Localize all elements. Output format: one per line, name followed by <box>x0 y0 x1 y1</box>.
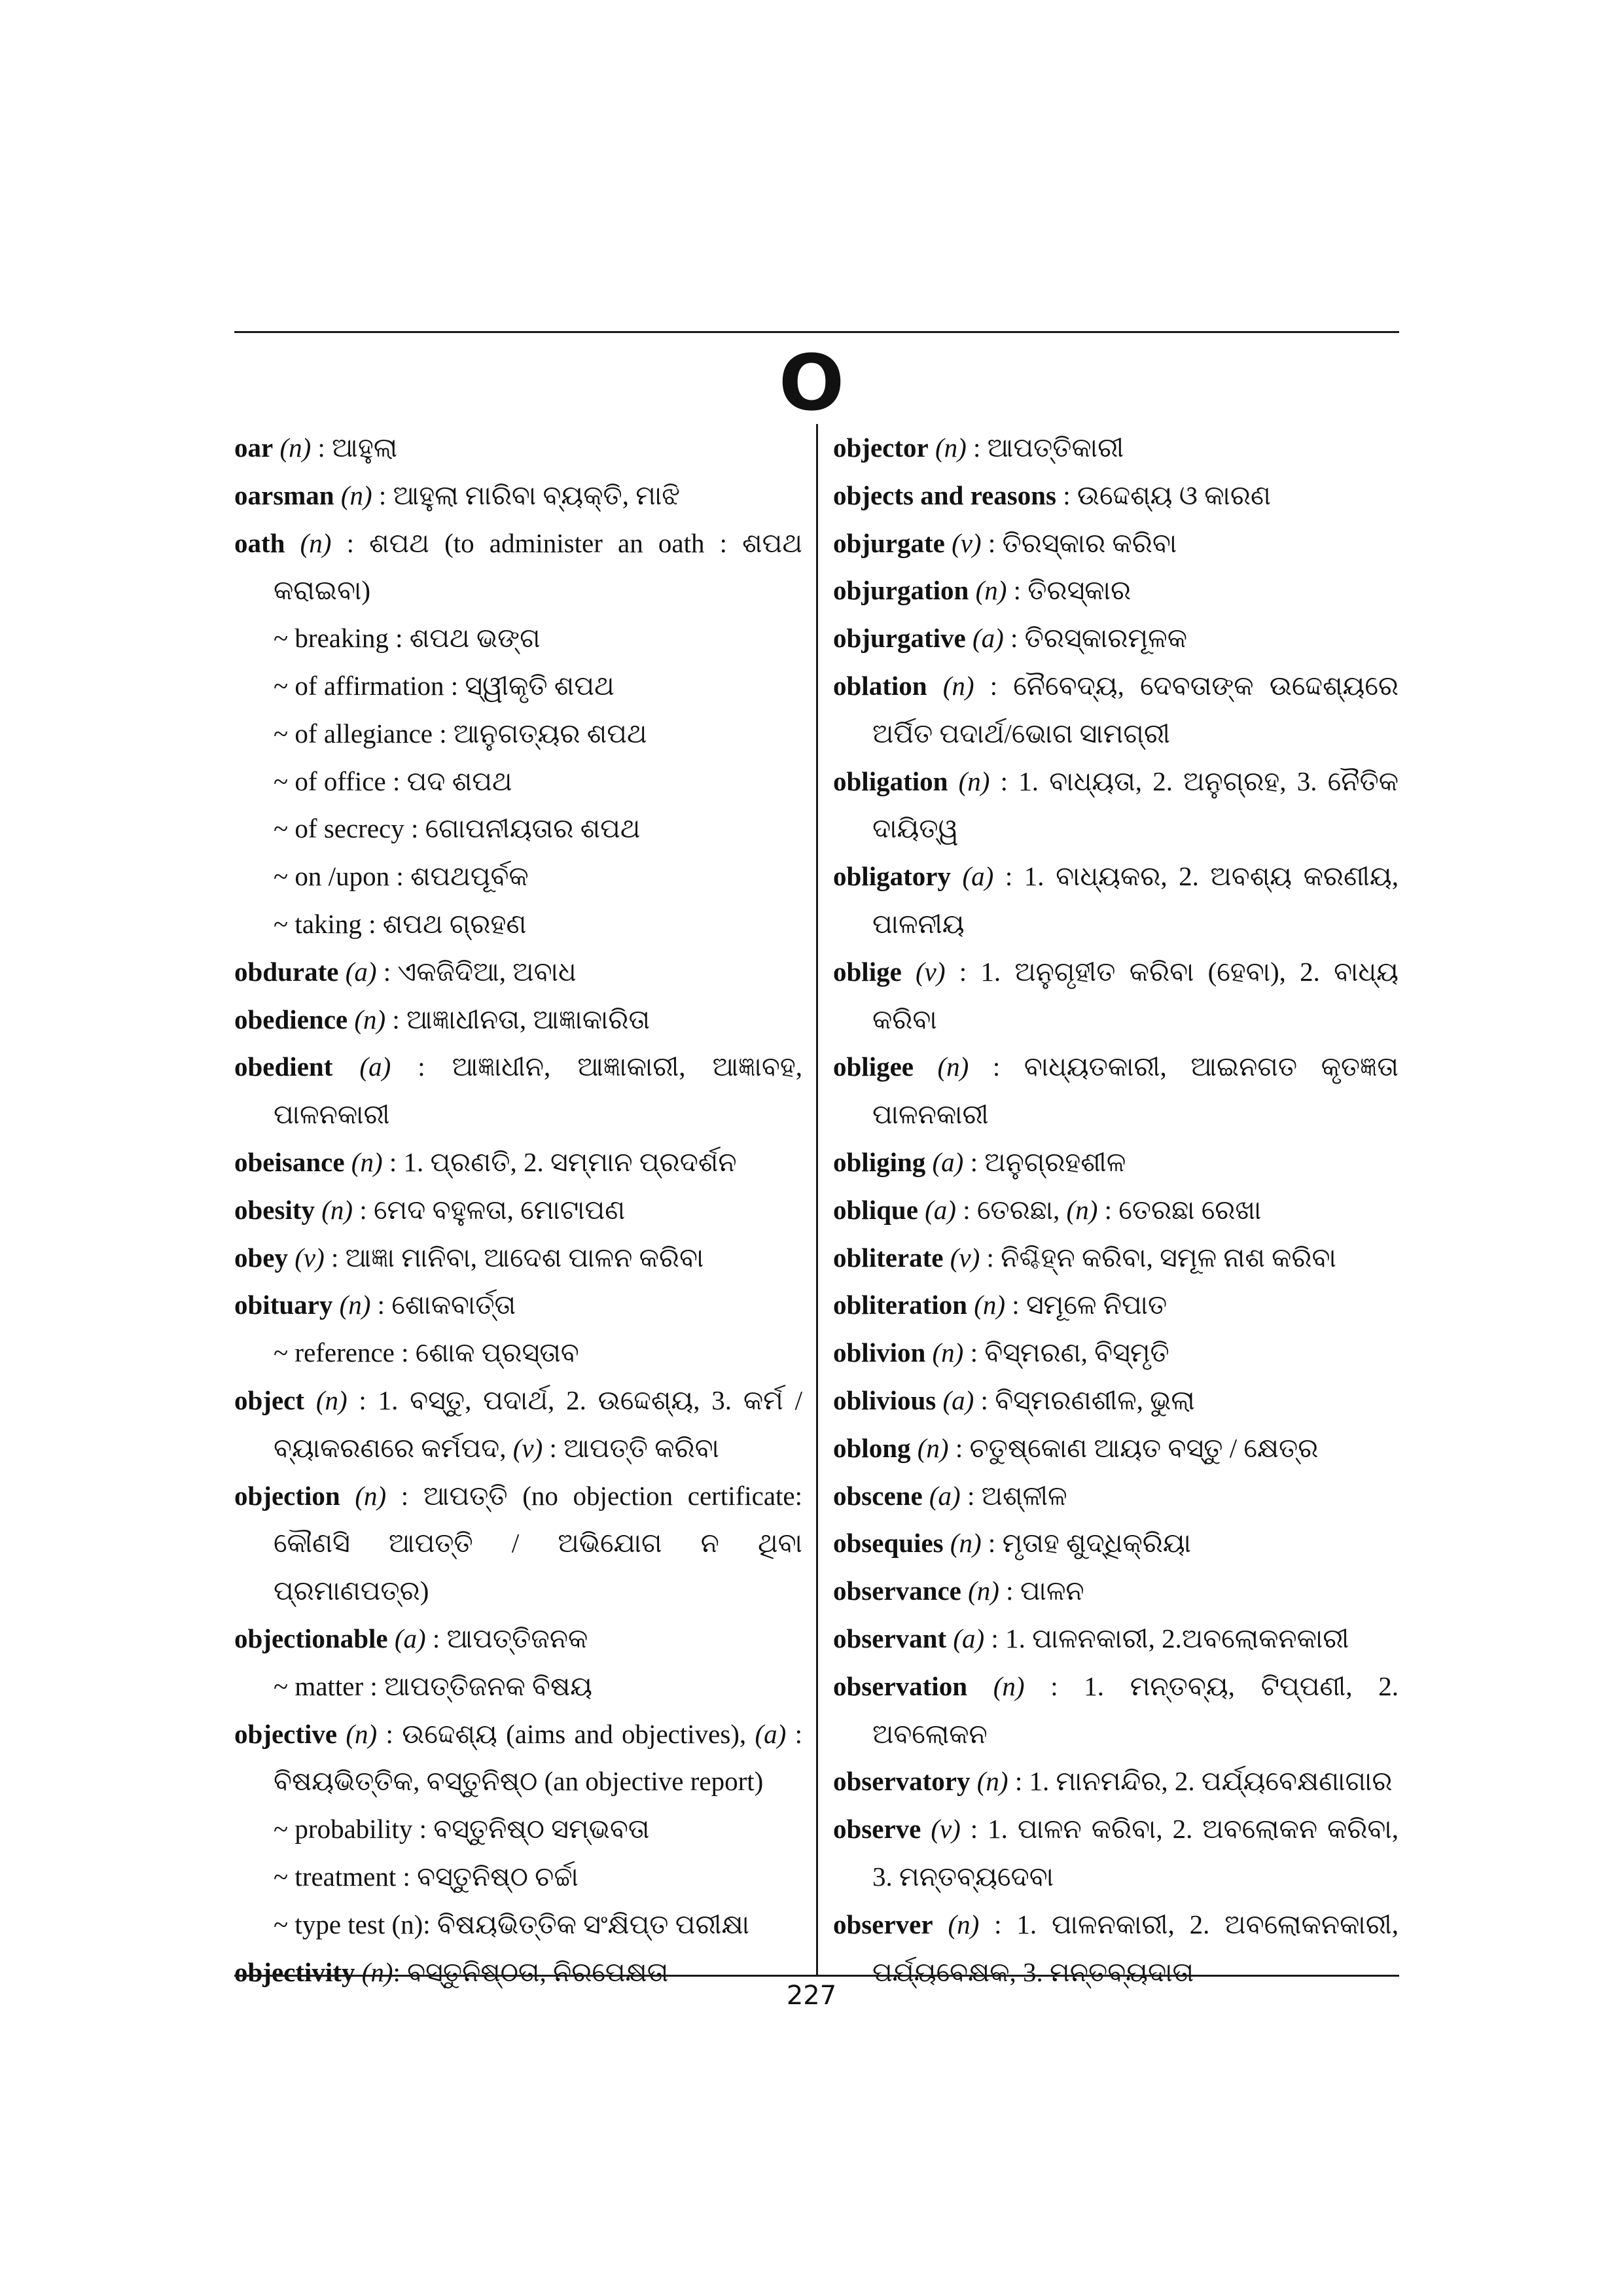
definition: : ତେରଛା, <box>955 1194 1067 1225</box>
dictionary-entry <box>833 1472 1399 1520</box>
sub-entry-text: ~ type test (n): ବିଷୟଭିତ୍ତିକ ସଂକ୍ଷିପ୍ତ ପରୀକ୍ଷା <box>274 1909 749 1939</box>
definition: : ଆହୁଲା <box>311 433 398 463</box>
dictionary-entry <box>833 1186 1399 1234</box>
dictionary-entry <box>833 424 1399 472</box>
headword: oblivion <box>833 1337 926 1368</box>
definition: : ବିଷୟଭିତ୍ତିକ, ବସ୍ତୁନିଷ୍ଠ (an objective report) <box>274 1718 802 1797</box>
headword: obliging <box>833 1146 926 1177</box>
dictionary-entry <box>833 1281 1399 1329</box>
headword: obedience <box>234 1004 348 1034</box>
dictionary-entry <box>234 1710 802 1806</box>
part-of-speech: (n) <box>942 670 974 701</box>
dictionary-entry <box>833 472 1399 520</box>
headword: obey <box>234 1242 288 1273</box>
part-of-speech: (v) <box>952 527 982 558</box>
dictionary-entry <box>833 1424 1399 1472</box>
definition: : ଶୋକବାର୍ତ୍ତା <box>370 1290 516 1320</box>
definition: : ନୈବେଦ୍ୟ, ଦେବତାଙ୍କ ଉଦ୍ଦେଶ୍ୟରେ ଅର୍ପିତ ପଦାର୍ଥ/ଭୋଗ ସାମଗ୍ରୀ <box>872 670 1399 749</box>
dictionary-entry <box>833 758 1399 853</box>
headword: observe <box>833 1814 921 1845</box>
headword: observer <box>833 1909 933 1939</box>
sub-entry <box>234 1901 802 1949</box>
sub-entry <box>234 1853 802 1901</box>
headword: observatory <box>833 1766 971 1797</box>
part-of-speech: (n) <box>361 1956 393 1987</box>
dictionary-entry <box>833 1329 1399 1377</box>
headword: obesity <box>234 1194 315 1225</box>
dictionary-entry <box>833 1757 1399 1805</box>
definition: : 1. ବାଧ୍ୟକର, 2. ଅବଶ୍ୟ କରଣୀୟ, ପାଳନୀୟ <box>872 861 1399 939</box>
dictionary-entry <box>234 1615 802 1663</box>
part-of-speech: (n) <box>346 1718 378 1749</box>
sub-entry-text: ~ matter : ଆପତ୍ତିଜନକ ବିଷୟ <box>274 1670 593 1701</box>
dictionary-entry <box>234 424 802 472</box>
headword: oblivious <box>833 1385 936 1415</box>
part-of-speech: (v) <box>950 1242 980 1273</box>
dictionary-entry <box>833 853 1399 948</box>
part-of-speech: (a) <box>972 623 1004 654</box>
definition: : ବିସ୍ମରଣଶୀଳ, ଭୁଲା <box>974 1385 1195 1415</box>
definition: : 1. ପାଳନକାରୀ, 2. ଅବଲୋକନକାରୀ, ପର୍ଯ୍ୟବେକ୍ଷକ, 3. ମନ୍ତବ୍ୟଦାତା <box>872 1909 1399 1987</box>
part-of-speech: (n) <box>300 527 332 558</box>
definition: : 1. ପାଳନକାରୀ, 2.ଅବଲୋକନକାରୀ <box>984 1623 1349 1653</box>
definition: : ଆପତ୍ତି (no objection certificate: କୌଣସି ଆପତ୍ତି / ଅଭିଯୋଗ ନ ଥିବା ପ୍ରମାଣପତ୍ର) <box>274 1480 803 1606</box>
headword: object <box>234 1385 305 1415</box>
part-of-speech: (n) <box>321 1194 353 1225</box>
bottom-rule <box>234 1975 1399 1977</box>
part-of-speech: (n) <box>932 1337 964 1368</box>
dictionary-entry <box>234 1186 802 1234</box>
definition: : ଆପତ୍ତି କରିବା <box>543 1432 719 1463</box>
dictionary-entry <box>234 1234 802 1282</box>
sub-entry <box>234 1329 802 1377</box>
page-number: 227 <box>786 1981 837 2011</box>
dictionary-entry <box>833 1567 1399 1615</box>
headword: objectivity <box>234 1956 355 1987</box>
part-of-speech: (v) <box>512 1432 543 1463</box>
part-of-speech: (n) <box>937 1051 969 1082</box>
column-divider <box>816 424 818 1975</box>
part-of-speech: (n) <box>958 766 990 796</box>
dictionary-entry <box>234 996 802 1044</box>
dictionary-entry <box>833 614 1399 662</box>
headword: observant <box>833 1623 947 1653</box>
definition: : ମୃତାହ ଶୁଦ୍ଧିକ୍ରିୟା <box>981 1528 1191 1559</box>
headword: objurgation <box>833 575 969 606</box>
headword: obdurate <box>234 956 339 987</box>
sub-entry-text: ~ of secrecy : ଗୋପନୀୟତାର ଶପଥ <box>274 813 641 844</box>
part-of-speech: (n) <box>976 1766 1008 1797</box>
definition: : ଆଜ୍ଞାଧୀନ, ଆଜ୍ଞାକାରୀ, ଆଜ୍ଞାବହ, ପାଳନକାରୀ <box>274 1051 802 1130</box>
part-of-speech: (n) <box>993 1670 1025 1701</box>
sub-entry <box>234 1663 802 1710</box>
definition: : ମେଦ ବହୁଳତା, ମୋଟାପଣ <box>353 1194 626 1225</box>
part-of-speech: (n) <box>279 433 312 463</box>
sub-entry-text: ~ taking : ଶପଥ ଗ୍ରହଣ <box>274 908 527 939</box>
headword: objurgate <box>833 527 945 558</box>
right-column <box>833 424 1399 1996</box>
part-of-speech: (v) <box>916 956 946 987</box>
dictionary-entry <box>833 948 1399 1044</box>
definition: : ଆଜ୍ଞା ମାନିବା, ଆଦେଶ ପାଳନ କରିବା <box>324 1242 704 1273</box>
sub-entry <box>234 1805 802 1853</box>
headword: objurgative <box>833 623 966 654</box>
part-of-speech: (n) <box>351 1146 383 1177</box>
part-of-speech: (a) <box>755 1718 787 1749</box>
headword: objective <box>234 1718 338 1749</box>
headword: oar <box>234 433 274 463</box>
definition: : 1. ପାଳନ କରିବା, 2. ଅବଲୋକନ କରିବା, 3. ମନ୍ତବ୍ୟଦେବା <box>872 1814 1399 1892</box>
part-of-speech: (a) <box>345 956 377 987</box>
part-of-speech: (n) <box>340 480 372 510</box>
headword: obligee <box>833 1051 914 1082</box>
definition: : ତେରଛା ରେଖା <box>1097 1194 1262 1225</box>
definition: : ଆଜ୍ଞାଧୀନତା, ଆଜ୍ଞାକାରିତା <box>385 1004 651 1034</box>
definition: : 1. ମନ୍ତବ୍ୟ, ଟିପ୍ପଣୀ, 2. ଅବଲୋକନ <box>872 1670 1399 1749</box>
headword: observance <box>833 1576 961 1606</box>
part-of-speech: (v) <box>931 1814 961 1845</box>
definition: : ଉଦ୍ଦେଶ୍ୟ ଓ କାରଣ <box>1056 480 1271 510</box>
definition: : ତିରସ୍କାର <box>1007 575 1132 606</box>
dictionary-entry <box>234 520 802 615</box>
dictionary-entry <box>833 1805 1399 1901</box>
definition: : 1. ବସ୍ତୁ, ପଦାର୍ଥ, 2. ଉଦ୍ଦେଶ୍ୟ, 3. କର୍ମ / ବ୍ୟାକରଣରେ କର୍ମପଦ, <box>274 1385 802 1463</box>
sub-entry <box>234 758 802 805</box>
definition: : ତିରସ୍କାର କରିବା <box>981 527 1177 558</box>
dictionary-entry <box>234 1043 802 1139</box>
definition: : 1. ବାଧ୍ୟତା, 2. ଅନୁଗ୍ରହ, 3. ନୈତିକ ଦାୟିତ୍ୱ <box>872 766 1399 844</box>
headword: obligation <box>833 766 948 796</box>
definition: : 1. ପ୍ରଣତି, 2. ସମ୍ମାନ ପ୍ରଦର୍ଶନ <box>382 1146 737 1177</box>
definition: : ଆହୁଲା ମାରିବା ବ୍ୟକ୍ତି, ମାଝି <box>372 480 681 510</box>
headword: objects and reasons <box>833 480 1056 510</box>
headword: objectionable <box>234 1623 388 1653</box>
part-of-speech: (n) <box>917 1432 949 1463</box>
headword: oblige <box>833 956 902 987</box>
part-of-speech: (n) <box>948 1909 980 1939</box>
definition: : ଅନୁଗ୍ରହଶୀଳ <box>963 1146 1126 1177</box>
headword: observation <box>833 1670 967 1701</box>
part-of-speech: (n) <box>339 1290 371 1320</box>
definition: : ଆପତ୍ତିଜନକ <box>425 1623 588 1653</box>
headword: oath <box>234 527 285 558</box>
sub-entry-text: ~ of allegiance : ଆନୁଗତ୍ୟର ଶପଥ <box>274 718 647 749</box>
part-of-speech: (a) <box>962 861 994 892</box>
definition: : ବିସ୍ମରଣ, ବିସ୍ମୃତି <box>963 1337 1169 1368</box>
part-of-speech: (n) <box>315 1385 348 1415</box>
sub-entry-text: ~ of office : ପଦ ଶପଥ <box>274 766 512 796</box>
headword: objector <box>833 433 929 463</box>
dictionary-entry <box>833 520 1399 567</box>
part-of-speech: (n) <box>1066 1194 1098 1225</box>
top-rule <box>234 331 1399 333</box>
headword: obedient <box>234 1051 333 1082</box>
sub-entry-text: ~ treatment : ବସ୍ତୁନିଷ୍ଠ ଚର୍ଚ୍ଚା <box>274 1861 579 1892</box>
definition: : ଏକଜିଦିଆ, ଅବାଧ <box>376 956 577 987</box>
headword: oblation <box>833 670 927 701</box>
dictionary-entry <box>833 1234 1399 1282</box>
definition: : 1. ମାନମନ୍ଦିର, 2. ପର୍ଯ୍ୟବେକ୍ଷଣାଗାର <box>1008 1766 1393 1797</box>
part-of-speech: (a) <box>953 1623 985 1653</box>
sub-entry <box>234 900 802 948</box>
dictionary-entry <box>234 1377 802 1472</box>
part-of-speech: (n) <box>968 1576 999 1606</box>
dictionary-entry <box>833 567 1399 614</box>
part-of-speech: (n) <box>354 1004 386 1034</box>
sub-entry-text: ~ breaking : ଶପଥ ଭଙ୍ଗ <box>274 623 541 654</box>
headword: oblong <box>833 1432 911 1463</box>
part-of-speech: (n) <box>355 1480 387 1511</box>
sub-entry-text: ~ probability : ବସ୍ତୁନିଷ୍ଠ ସମ୍ଭବତା <box>274 1814 650 1845</box>
dictionary-entry <box>234 948 802 996</box>
dictionary-entry <box>833 1663 1399 1758</box>
definition: : ସମୂଳେ ନିପାତ <box>1005 1290 1168 1320</box>
section-letter-heading: O <box>778 338 845 428</box>
headword: obliterate <box>833 1242 944 1273</box>
headword: obituary <box>234 1290 333 1320</box>
sub-entry-text: ~ of affirmation : ସ୍ୱୀକୃତି ଶପଥ <box>274 670 615 701</box>
part-of-speech: (a) <box>929 1480 961 1511</box>
definition: : ବସ୍ତୁନିଷ୍ଠତା, ନିରପେକ୍ଷତା <box>393 1956 669 1987</box>
definition: : ପାଳନ <box>999 1576 1084 1606</box>
headword: obscene <box>833 1480 923 1511</box>
part-of-speech: (n) <box>974 1290 1006 1320</box>
sub-entry <box>234 805 802 853</box>
sub-entry <box>234 662 802 710</box>
dictionary-entry <box>833 662 1399 758</box>
part-of-speech: (n) <box>950 1528 982 1559</box>
headword: oarsman <box>234 480 334 510</box>
dictionary-entry <box>234 472 802 520</box>
definition: : ତିରସ୍କାରମୂଳକ <box>1003 623 1187 654</box>
definition: : ଉଦ୍ଦେଶ୍ୟ (aims and objectives), <box>377 1718 755 1749</box>
sub-entry <box>234 710 802 758</box>
headword: oblique <box>833 1194 918 1225</box>
dictionary-entry <box>234 1472 802 1615</box>
headword: objection <box>234 1480 340 1511</box>
part-of-speech: (a) <box>932 1146 964 1177</box>
headword: obliteration <box>833 1290 967 1320</box>
definition: : ଚତୁଷ୍କୋଣ ଆୟତ ବସ୍ତୁ / କ୍ଷେତ୍ର <box>948 1432 1319 1463</box>
definition: : ଆପତ୍ତିକାରୀ <box>966 433 1124 463</box>
part-of-speech: (a) <box>925 1194 956 1225</box>
sub-entry <box>234 853 802 900</box>
part-of-speech: (n) <box>935 433 967 463</box>
dictionary-entry <box>234 1281 802 1329</box>
definition: : ବାଧ୍ୟତକାରୀ, ଆଇନଗତ କୃତଜ୍ଞତା ପାଳନକାରୀ <box>872 1051 1399 1130</box>
left-column <box>234 424 802 1996</box>
part-of-speech: (v) <box>294 1242 325 1273</box>
sub-entry-text: ~ reference : ଶୋକ ପ୍ରସ୍ତାବ <box>274 1337 579 1368</box>
definition: : ନିଶ୍ଚିହ୍ନ କରିବା, ସମୂଳ ନାଶ କରିବା <box>980 1242 1336 1273</box>
definition: : ଅଶ୍ଳୀଳ <box>960 1480 1067 1511</box>
definition: : ଶପଥ (to administer an oath : ଶପଥ କରାଇବା) <box>274 527 802 606</box>
dictionary-entry <box>234 1139 802 1186</box>
headword: obsequies <box>833 1528 944 1559</box>
sub-entry-text: ~ on /upon : ଶପଥପୂର୍ବକ <box>274 861 529 892</box>
definition: : 1. ଅନୁଗୃହୀତ କରିବା (ହେବା), 2. ବାଧ୍ୟ କରିବା <box>872 956 1399 1034</box>
dictionary-entry <box>833 1519 1399 1567</box>
headword: obligatory <box>833 861 951 892</box>
part-of-speech: (a) <box>942 1385 974 1415</box>
part-of-speech: (n) <box>975 575 1007 606</box>
dictionary-entry <box>833 1377 1399 1424</box>
sub-entry <box>234 614 802 662</box>
part-of-speech: (a) <box>359 1051 391 1082</box>
part-of-speech: (a) <box>394 1623 426 1653</box>
dictionary-entry <box>833 1615 1399 1663</box>
dictionary-entry <box>833 1139 1399 1186</box>
headword: obeisance <box>234 1146 345 1177</box>
dictionary-entry <box>833 1043 1399 1139</box>
